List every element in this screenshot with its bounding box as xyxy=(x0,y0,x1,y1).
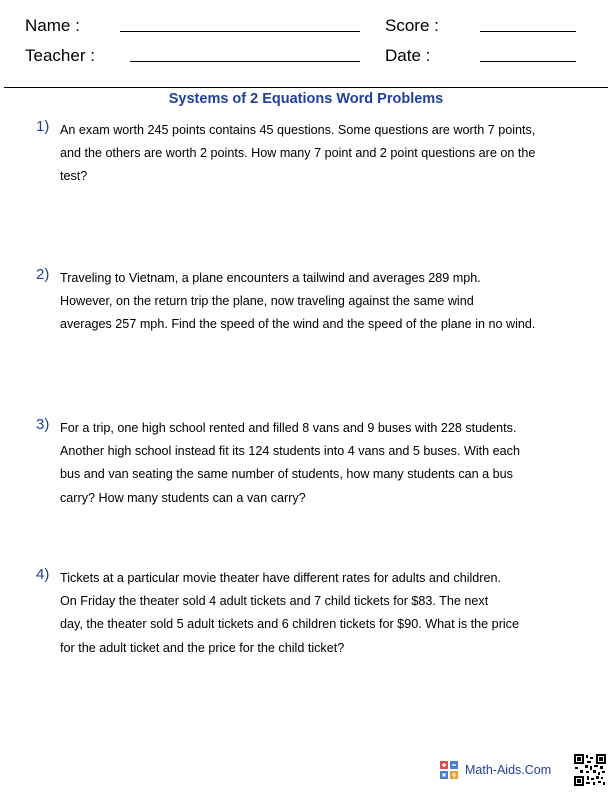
problem-text xyxy=(60,417,596,510)
problem-line: test? xyxy=(60,169,88,184)
problem-line: Traveling to Vietnam, a plane encounters a tailwind and averages 289 mph. xyxy=(60,271,481,285)
problem-line: However, on the return trip the plane, now traveling against the same wind xyxy=(60,294,474,309)
problem-line: Tickets at a particular movie theater have different rates for adults and children. xyxy=(60,571,502,585)
problem-line: and the others are worth 2 points. How many 7 point and 2 point questions are on the xyxy=(60,146,536,161)
worksheet-title: Systems of 2 Equations Word Problems xyxy=(168,91,444,107)
problem-number: 3) xyxy=(36,416,50,433)
date-label: Date : xyxy=(385,46,431,65)
problem-number: 1) xyxy=(36,118,50,135)
qr-code-icon xyxy=(574,754,606,786)
problem-line: bus and van seating the same number of students, how many students can a bus xyxy=(60,467,513,482)
name-label: Name : xyxy=(25,16,80,35)
header-divider xyxy=(4,87,608,88)
problem-number: 4) xyxy=(36,566,50,583)
date-field[interactable] xyxy=(480,61,576,62)
problem-line: For a trip, one high school rented and filled 8 vans and 9 buses with 228 students. xyxy=(60,421,517,435)
problem-line: An exam worth 245 points contains 45 questions. Some questions are worth 7 points, xyxy=(60,123,536,137)
problem-line: averages 257 mph. Find the speed of the wind and the speed of the plane in no wind. xyxy=(60,317,536,332)
problem-line: On Friday the theater sold 4 adult tickets and 7 child tickets for $83. The next xyxy=(60,594,489,609)
score-field[interactable] xyxy=(480,31,576,32)
problem-number: 2) xyxy=(36,266,50,283)
problem-text xyxy=(60,119,596,189)
problem-text xyxy=(60,267,596,337)
teacher-field[interactable] xyxy=(130,61,360,62)
problem-line: for the adult ticket and the price for the child ticket? xyxy=(60,640,345,655)
site-name: Math-Aids.Com xyxy=(465,763,552,777)
problem-text xyxy=(60,567,596,660)
problem-line: Another high school instead fit its 124 students into 4 vans and 5 buses. With each xyxy=(60,444,520,459)
problem-line: carry? How many students can a van carry? xyxy=(60,490,306,505)
name-field[interactable] xyxy=(120,31,360,32)
teacher-label: Teacher : xyxy=(25,46,95,65)
score-label: Score : xyxy=(385,16,439,35)
math-aids-logo-icon xyxy=(439,760,459,780)
problem-line: day, the theater sold 5 adult tickets and 6 children tickets for $90. What is the price xyxy=(60,617,519,632)
